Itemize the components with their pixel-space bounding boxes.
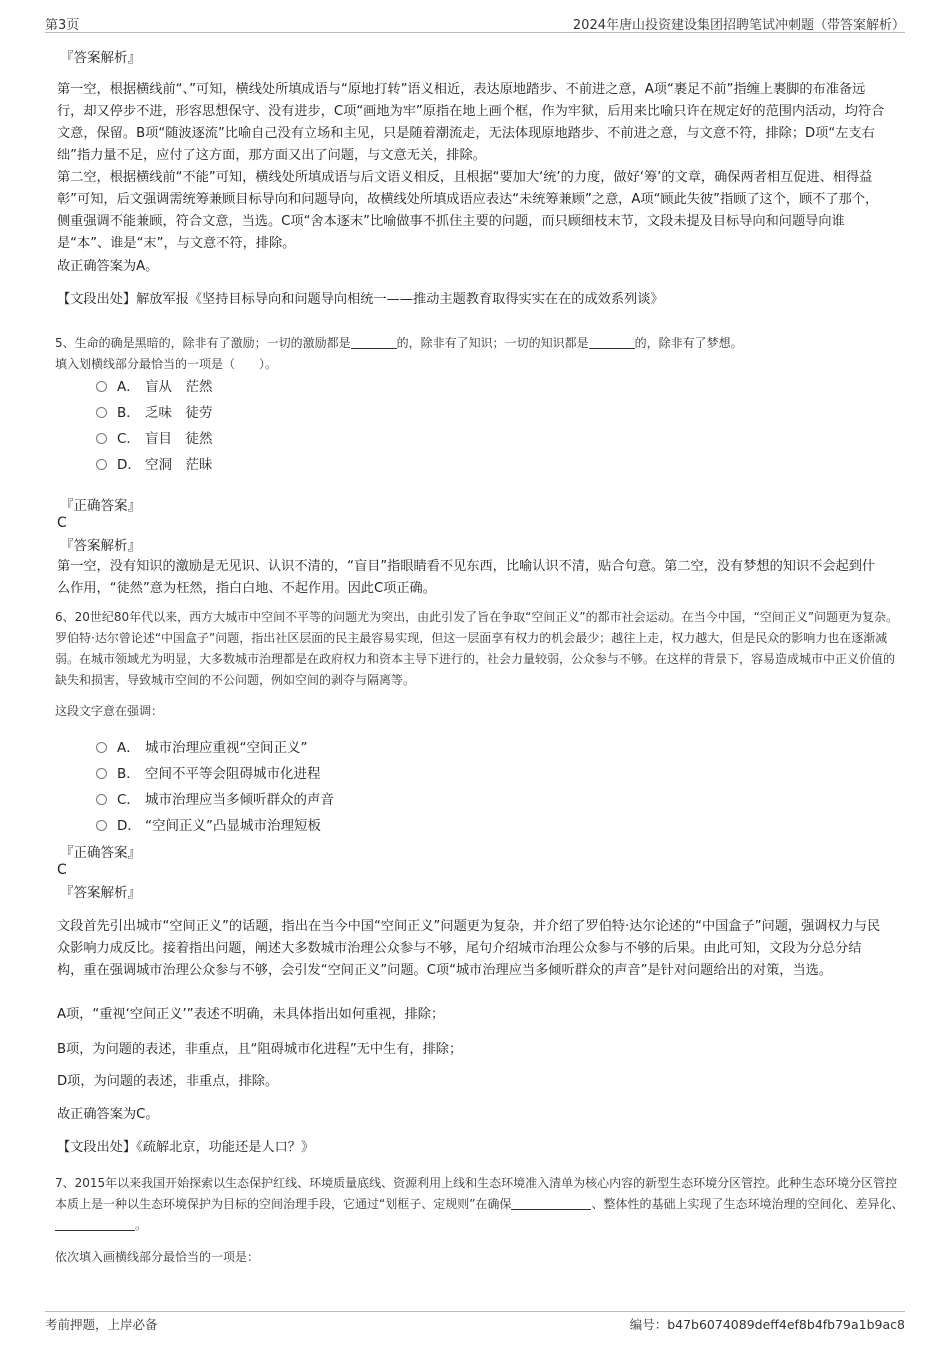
page-footer [45,1311,905,1336]
q6-question: 这段文字意在强调： [55,704,164,718]
q6-option-b[interactable]: B． 空间不平等会阻碍城市化进程 [96,764,321,784]
q6-option-c[interactable]: C． 城市治理应当多倾听群众的声音 [96,790,334,810]
radio-icon[interactable] [96,768,107,779]
q6-analysis: 文段首先引出城市“空间正义”的话题，指出在当今中国“空间正义”问题更为复杂，并介绍了罗伯特·达尔论述的“中国盒子”问题，强调权力与民众影响力成反比。接着指出问题，阐述大多数城市治理公众参与不够，尾句介绍城市治理公众参与不够的后果。由此可知，文段为分总分结构，重在强调城市治理公众参与不够，会引发“空间正义”问题。C项“城市治理应当多倾听群众的声音”是针对问题给出的对策，当选。 [57,919,881,978]
q5-analysis: 第一空，没有知识的激励是无见识、认识不清的，“盲目”指眼睛看不见东西，比喻认识不清，贴合句意。第二空，没有梦想的知识不会起到什么作用，“徒然”意为枉然，指白白地、不起作用。因此C项正确。 [57,559,876,596]
q5-correct-answer: C [57,515,67,531]
q7-stem: 7、2015年以来我国开始探索以生态保护红线、环境质量底线、资源利用上线和生态环境准入清单为核心内容的新型生态环境分区管控。此种生态环境分区管控本质上是一种以生态环境保护为目标的空间治理手段，它通过“划框子、定规则”在确保 、整体性的基础上实现了生态环境治理的空间化、差异化、。 [55,1176,904,1232]
document-id: 编号：b47b6074089deff4ef8b4fb79a1b9ac8 [629,1317,905,1332]
page-header [45,12,905,33]
q5-option-c[interactable]: C． 盲目 徒然 [96,429,213,449]
q6-conclusion: 故正确答案为C。 [57,1107,159,1122]
q6-explain-d: D项，为问题的表述，非重点，排除。 [57,1074,279,1089]
q5-analysis-label: 『答案解析』 [60,538,141,554]
radio-icon[interactable] [96,742,107,753]
q6-stem: 6、20世纪80年代以来，西方大城市中空间不平等的问题尤为突出，由此引发了旨在争取“空间正义”的都市社会运动。在当今中国，“空间正义”问题更为复杂。罗伯特·达尔曾论述“中国盒子”问题，指出社区层面的民主最容易实现，但这一层面享有权力的机会最少；越往上走，权力越大，但是民众的影响力也在逐渐减弱。在城市领域尤为明显，大多数城市治理都是在政府权力和资本主导下进行的，社会力量较弱，公众参与不够。在这样的背景下，容易造成城市中正义价值的缺失和损害，导致城市空间的不公问题，例如空间的剥夺与隔离等。 [55,610,899,687]
q4-analysis-para1: 第一空，根据横线前“、”可知，横线处所填成语与“原地打转”语义相近，表达原地踏步、不前进之意，A项“裹足不前”指缠上裹脚的布准备远行，却又停步不进，形容思想保守、没有进步，C项“画地为牢”原指在地上画个框，作为牢狱，后用来比喻只许在规定好的范围内活动，均符合文意，保留。B项“随波逐流”比喻自己没有立场和主见，只是随着潮流走，无法体现原地踏步、不前进之意，与文意不符，排除；D项“左支右绌”指力量不足，应付了这方面，那方面又出了问题，与文意无关，排除。 [57,82,885,163]
blank-line [55,1217,135,1231]
q6-explain-a: A项，“重视‘空间正义’”表述不明确，未具体指出如何重视，排除； [57,1007,445,1022]
q4-conclusion: 故正确答案为A。 [57,259,159,274]
blank-line [589,335,635,349]
radio-icon[interactable] [96,794,107,805]
q5-option-d[interactable]: D． 空洞 茫昧 [96,455,213,475]
radio-icon[interactable] [96,820,107,831]
radio-icon[interactable] [96,433,107,444]
q4-source: 【文段出处】解放军报《坚持目标导向和问题导向相统一——推动主题教育取得实实在在的成效系列谈》 [57,292,664,307]
q6-analysis-label: 『答案解析』 [60,885,141,901]
blank-line [351,335,397,349]
q6-explain-b: B项，为问题的表述，非重点，且“阻碍城市化进程”无中生有，排除； [57,1042,463,1057]
q6-correct-answer: C [57,862,67,878]
q4-analysis-para2: 第二空，根据横线前“不能”可知，横线处所填成语与后文语义相反，且根据“要加大‘统’的力度，做好‘筹’的文章，确保两者相互促进、相得益彰”可知，后文强调需统筹兼顾目标导向和问题导向，故横线处所填成语应表达“未统筹兼顾”之意，A项“顾此失彼”指顾了这个，顾不了那个，侧重强调不能兼顾，符合文意，当选。C项“舍本逐末”比喻做事不抓住主要的问题，而只顾细枝末节，文段未提及目标导向和问题导向谁是“本”、谁是“末”，与文意不符，排除。 [57,170,879,251]
footer-slogan: 考前押题，上岸必备 [45,1317,158,1332]
q5-stem: 5、生命的确是黑暗的，除非有了激励；一切的激励都是 的，除非有了知识；一切的知识都是 的，除非有了梦想。 填入划横线部分最恰当的一项是（ ）。 [55,336,743,371]
radio-icon[interactable] [96,459,107,470]
q7-question: 依次填入画横线部分最恰当的一项是： [55,1250,260,1264]
q5-option-a[interactable]: A． 盲从 茫然 [96,377,213,397]
page-number: 第3页 [45,18,80,33]
q6-option-d[interactable]: D． “空间正义”凸显城市治理短板 [96,816,321,836]
q6-correct-label: 『正确答案』 [60,845,141,861]
q5-option-b[interactable]: B． 乏味 徒劳 [96,403,213,423]
q5-correct-label: 『正确答案』 [60,498,141,514]
radio-icon[interactable] [96,381,107,392]
q6-source: 【文段出处】《疏解北京，功能还是人口？》 [57,1140,315,1155]
q6-option-a[interactable]: A． 城市治理应重视“空间正义” [96,738,308,758]
radio-icon[interactable] [96,407,107,418]
document-title: 2024年唐山投资建设集团招聘笔试冲刺题（带答案解析） [572,18,905,33]
blank-line [511,1196,591,1210]
q4-analysis-label: 『答案解析』 [60,50,141,66]
